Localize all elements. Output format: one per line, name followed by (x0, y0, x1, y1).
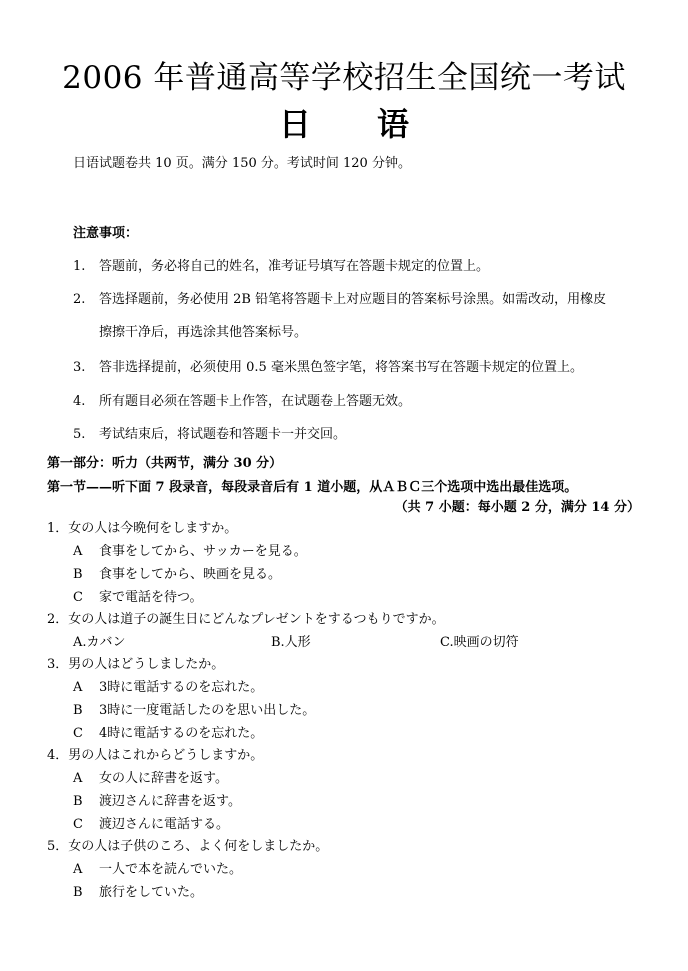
answer-option (73, 861, 633, 879)
question-number: 4． (47, 748, 69, 763)
note-item (73, 291, 653, 342)
question-number: 1． (47, 521, 69, 536)
option-letter: C (73, 817, 83, 832)
note-text: 所有题目必须在答题卡上作答，在试题卷上答题无效。 (99, 394, 412, 409)
question (47, 611, 647, 629)
answer-option (73, 543, 633, 561)
option-letter: A (73, 862, 83, 877)
option-text: 食事をしてから、映画を見る。 (99, 567, 282, 582)
question (47, 838, 647, 856)
option-letter: C (73, 726, 83, 741)
option-letter: B (73, 794, 83, 809)
section-scoring: （共 7 小题：每小题 2 分，满分 14 分） (394, 500, 640, 515)
exam-title: 2006 年普通高等学校招生全国统一考试 (62, 60, 626, 96)
answer-option: C.映画の切符 (440, 635, 519, 650)
answer-option (73, 725, 633, 743)
answer-option (73, 679, 633, 697)
option-text: 旅行をしていた。 (99, 885, 204, 900)
exam-info: 日语试题卷共 10 页。满分 150 分。考试时间 120 分钟。 (73, 156, 411, 171)
option-text: 一人で本を読んでいた。 (99, 862, 243, 877)
note-item (73, 393, 653, 411)
option-letter: B (73, 703, 83, 718)
option-text: 渡辺さんに辞書を返す。 (99, 794, 241, 809)
answer-option (73, 589, 633, 607)
note-number: 5. (73, 427, 86, 442)
question-text: 男の人はこれからどうしますか。 (68, 748, 264, 763)
option-text: 女の人に辞書を返す。 (99, 771, 228, 786)
notes-heading: 注意事项： (73, 226, 139, 241)
question-text: 女の人は子供のころ、よく何をしましたか。 (68, 839, 329, 854)
note-text: 答题前，务必将自己的姓名，准考证号填写在答题卡规定的位置上。 (99, 259, 490, 274)
note-number: 4. (73, 394, 86, 409)
option-letter: B (73, 885, 83, 900)
question-number: 3． (47, 657, 69, 672)
option-letter: A (73, 771, 83, 786)
question-number: 2． (47, 612, 69, 627)
option-text: 4時に電話するのを忘れた。 (99, 726, 264, 741)
option-text: 渡辺さんに電話する。 (99, 817, 230, 832)
question (47, 747, 647, 765)
section-heading: 第一节——听下面 7 段录音，每段录音后有 1 道小题，从ＡＢＣ三个选项中选出最佳选项。 (47, 480, 578, 495)
answer-option: A.カバン (73, 635, 126, 650)
note-number: 2. (73, 292, 86, 307)
option-text: 3時に電話するのを忘れた。 (99, 680, 264, 695)
note-text: 考试结束后，将试题卷和答题卡一并交回。 (99, 427, 347, 442)
exam-subject: 日语 (278, 105, 475, 143)
question-text: 男の人はどうしましたか。 (68, 657, 225, 672)
answer-option (73, 884, 633, 902)
note-number: 1. (73, 259, 86, 274)
option-text: 食事をしてから、サッカーを見る。 (99, 544, 307, 559)
option-text: 家で電話を待つ。 (99, 590, 203, 605)
question-text: 女の人は道子の誕生日にどんなプレゼントをするつもりですか。 (68, 612, 445, 627)
question-text: 女の人は今晩何をしますか。 (68, 521, 238, 536)
note-text: 答非选择提前，必须使用 0.5 毫米黑色签字笔，将答案书写在答题卡规定的位置上。 (99, 360, 583, 375)
answer-option (73, 816, 633, 834)
option-letter: A (73, 680, 83, 695)
note-number: 3. (73, 360, 86, 375)
question (47, 520, 647, 538)
answer-option (73, 566, 633, 584)
note-item (73, 426, 653, 444)
answer-option: B.人形 (271, 635, 311, 650)
option-letter: B (73, 567, 83, 582)
option-letter: C (73, 590, 83, 605)
note-item (73, 258, 653, 276)
option-letter: A (73, 544, 83, 559)
answer-option (73, 770, 633, 788)
note-item (73, 359, 653, 377)
answer-option (73, 793, 633, 811)
option-text: 3時に一度電話したのを思い出した。 (99, 703, 316, 718)
question-number: 5． (47, 839, 69, 854)
question (47, 656, 647, 674)
part-heading: 第一部分：听力（共两节，满分 30 分） (47, 456, 283, 471)
note-text-continued: 擦擦干净后，再选涂其他答案标号。 (99, 325, 308, 340)
note-text: 答选择题前，务必使用 2B 铅笔将答题卡上对应题目的答案标号涂黑。如需改动，用橡皮 (99, 292, 607, 307)
answer-option (73, 702, 633, 720)
